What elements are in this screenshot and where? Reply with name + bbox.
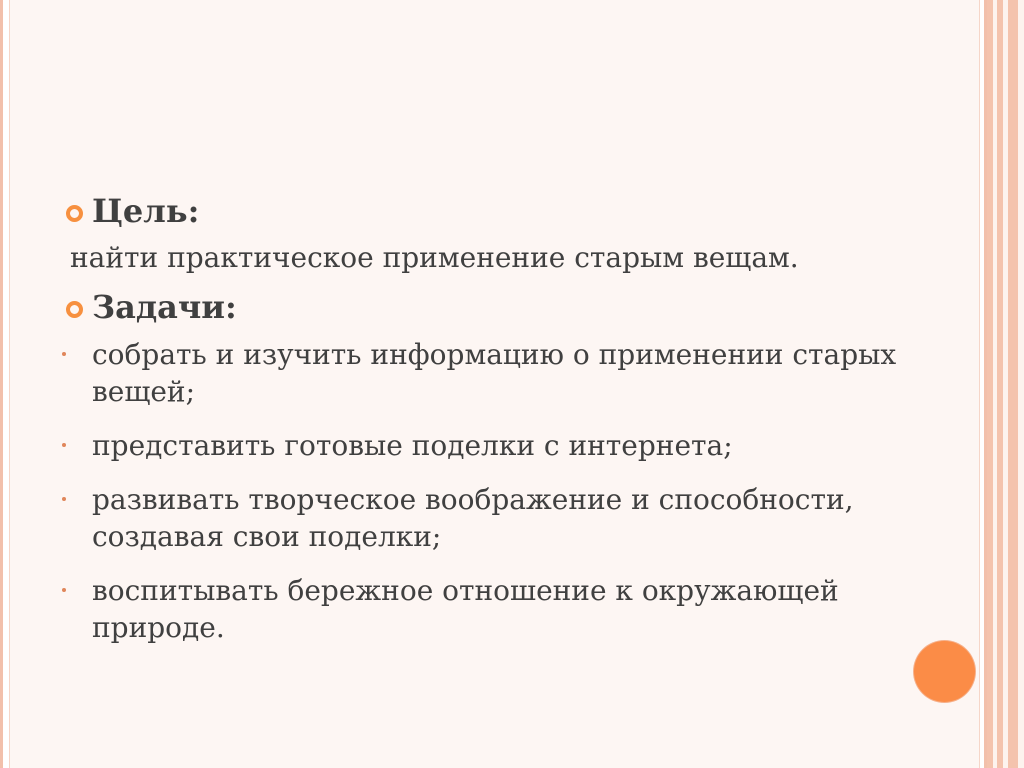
task-item (62, 481, 922, 555)
task-item (62, 427, 922, 464)
goal-text: найти практическое применение старым вещам. (70, 241, 799, 274)
ring-bullet-icon (66, 205, 83, 222)
task-text: собрать и изучить информацию о применении старых вещей; (92, 338, 897, 408)
task-list (62, 336, 922, 646)
orange-circle-decor (914, 641, 975, 702)
slide-content (62, 188, 922, 663)
dot-bullet-icon (62, 588, 66, 592)
tasks-heading (62, 284, 922, 330)
dot-bullet-icon (62, 352, 66, 356)
task-text: развивать творческое воображение и способности, создавая свои поделки; (92, 483, 854, 553)
task-item (62, 336, 922, 410)
task-text: воспитывать бережное отношение к окружающей природе. (92, 574, 839, 644)
ring-bullet-icon (66, 301, 83, 318)
task-item (62, 572, 922, 646)
dot-bullet-icon (62, 497, 66, 501)
task-text: представить готовые поделки с интернета; (92, 429, 733, 462)
dot-bullet-icon (62, 443, 66, 447)
tasks-heading-text: Задачи: (92, 288, 237, 326)
goal-heading (62, 188, 922, 234)
goal-heading-text: Цель: (92, 192, 200, 230)
decor-stripe (1018, 0, 1024, 768)
decor-stripe (1008, 0, 1018, 768)
